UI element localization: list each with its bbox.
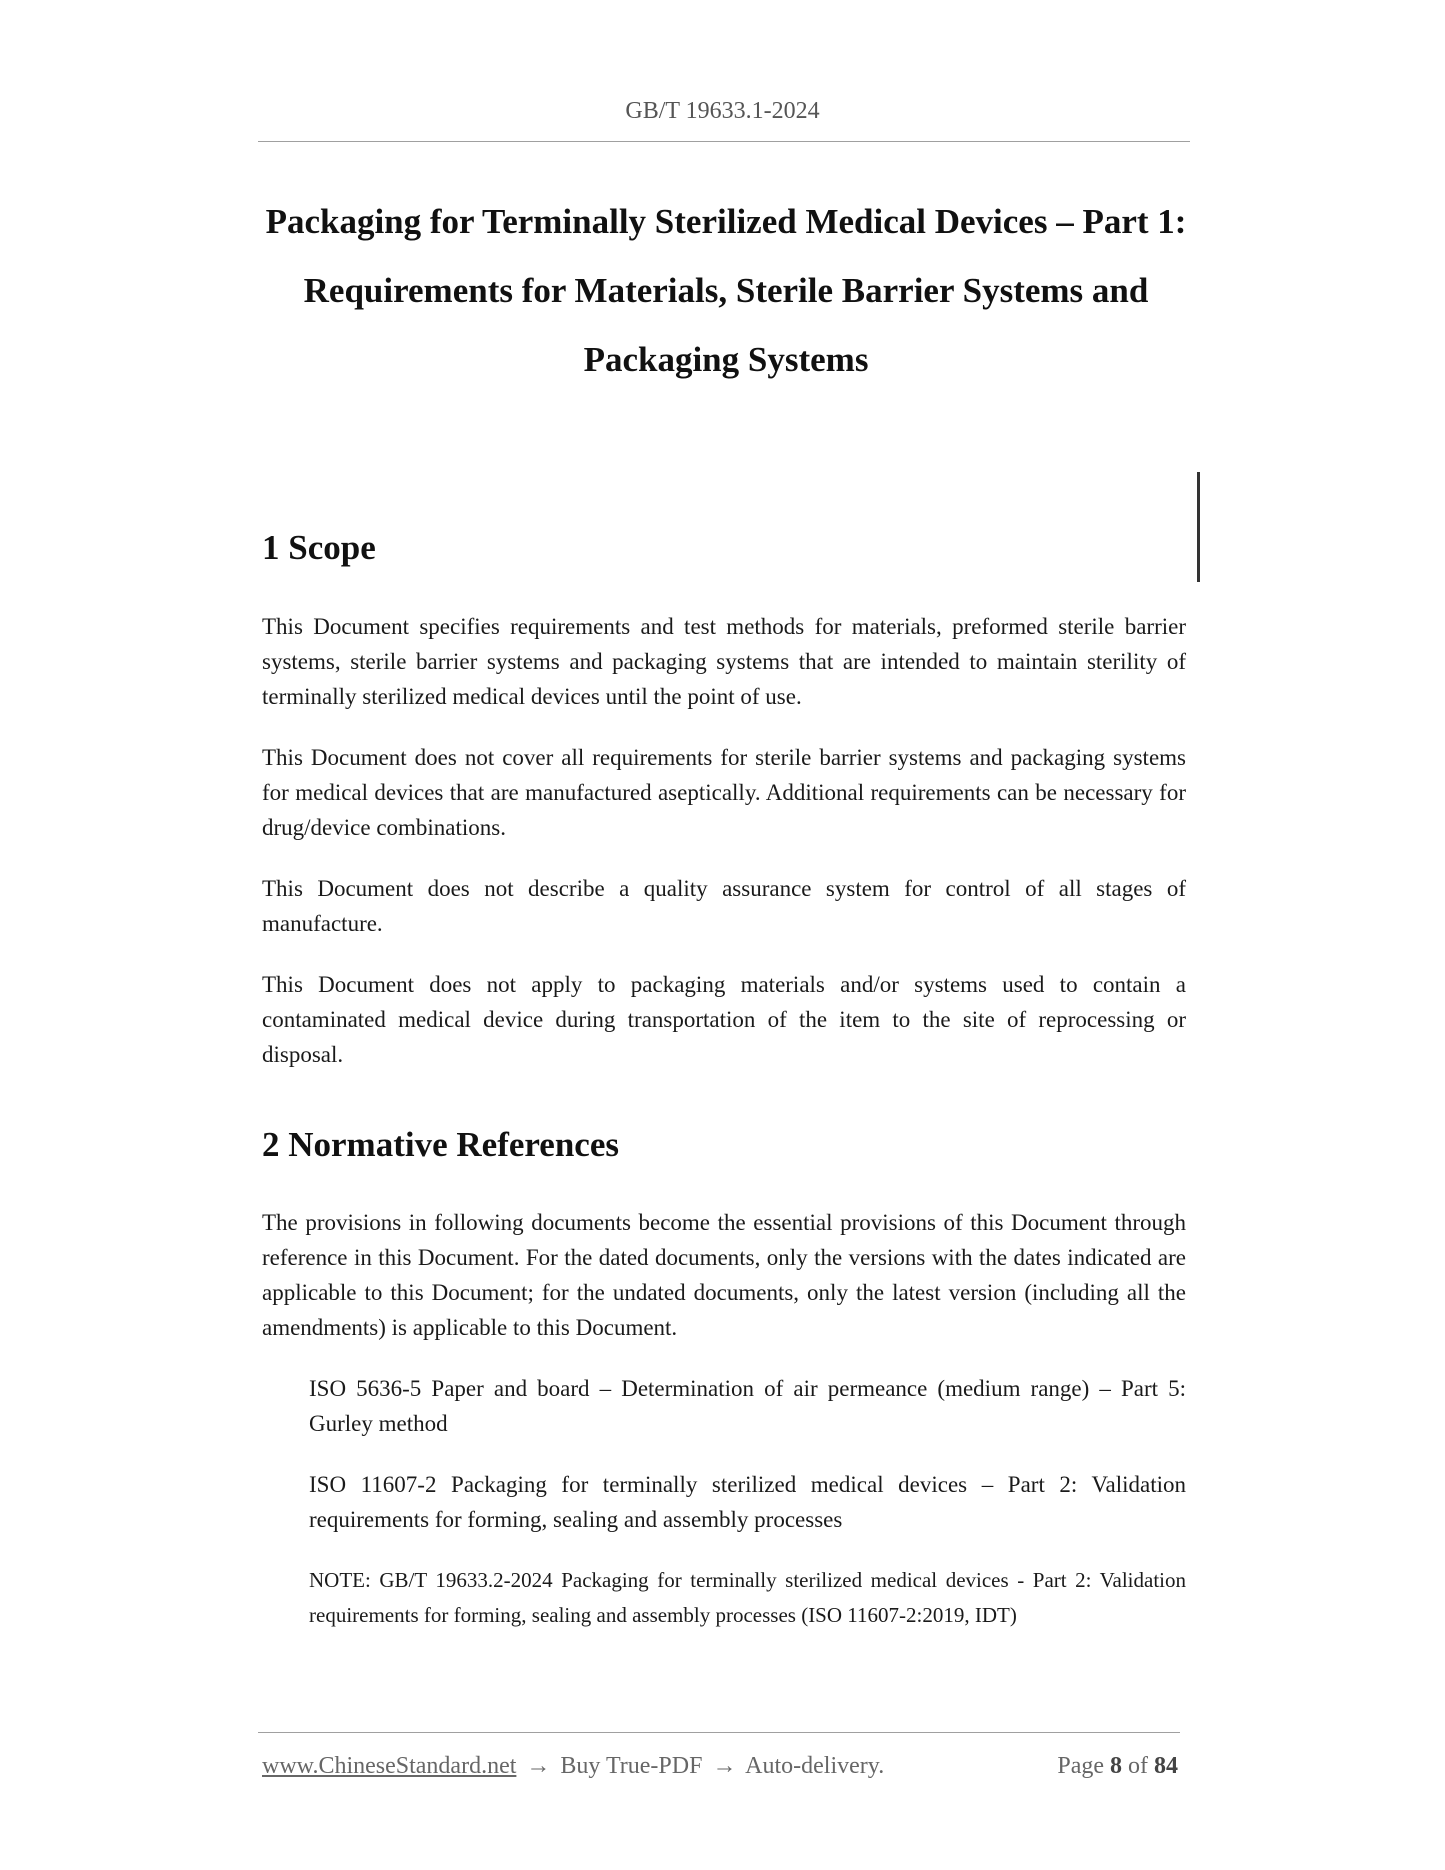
- arrow-right-icon: →: [712, 1753, 737, 1779]
- page-total: 84: [1154, 1753, 1178, 1779]
- footer-divider: [258, 1732, 1180, 1733]
- document-title: Packaging for Terminally Sterilized Medical Devices – Part 1: Requirements for Materials, Sterile Barrier Systems and Packaging Systems: [265, 202, 1187, 379]
- arrow-right-icon: →: [526, 1753, 551, 1779]
- footer-delivery-text: Auto-delivery.: [745, 1753, 885, 1779]
- footer-buy-text: Buy True-PDF: [560, 1753, 703, 1779]
- scope-paragraph-4: This Document does not apply to packaging materials and/or systems used to contain a contaminated medical device during transportation of the item to the site of reprocessing or disposal.: [262, 972, 1186, 1067]
- scope-paragraph-1: This Document specifies requirements and test methods for materials, preformed sterile barrier systems, sterile barrier systems and packaging systems that are intended to maintain sterility of terminally sterilized medical devices until the point of use.: [262, 614, 1186, 709]
- page-label: Page: [1057, 1753, 1104, 1779]
- page-of-label: of: [1128, 1753, 1148, 1779]
- page-header-code: GB/T 19633.1-2024: [625, 98, 820, 124]
- footer-site-link[interactable]: www.ChineseStandard.net: [262, 1753, 517, 1779]
- page-number: 8: [1110, 1753, 1122, 1779]
- section-1-heading: 1 Scope: [262, 528, 376, 567]
- revision-bar: [1197, 472, 1200, 582]
- reference-item: ISO 5636-5 Paper and board – Determination of air permeance (medium range) – Part 5: Gurley method: [309, 1376, 1186, 1436]
- scope-paragraph-2: This Document does not cover all requirements for sterile barrier systems and packaging systems for medical devices that are manufactured aseptically. Additional requirements can be necessary for drug/device combinations.: [262, 745, 1186, 840]
- page-footer: [262, 1750, 1178, 1782]
- references-intro: The provisions in following documents become the essential provisions of this Document through reference in this Document. For the dated documents, only the versions with the dates indicated are applicable to this Document; for the undated documents, only the latest version (including all the amendments) is applicable to this Document.: [262, 1210, 1186, 1340]
- page-indicator: [1057, 1750, 1178, 1782]
- reference-item: ISO 11607-2 Packaging for terminally sterilized medical devices – Part 2: Validation requirements for forming, sealing and assembly processes: [309, 1472, 1186, 1532]
- section-2-heading: 2 Normative References: [262, 1125, 619, 1164]
- scope-paragraph-3: This Document does not describe a quality assurance system for control of all stages of manufacture.: [262, 876, 1186, 936]
- header-divider: [258, 141, 1190, 142]
- reference-note: NOTE: GB/T 19633.2-2024 Packaging for terminally sterilized medical devices - Part 2: Validation requirements for forming, sealing and assembly processes (ISO 11607-2:2019, IDT): [309, 1568, 1186, 1627]
